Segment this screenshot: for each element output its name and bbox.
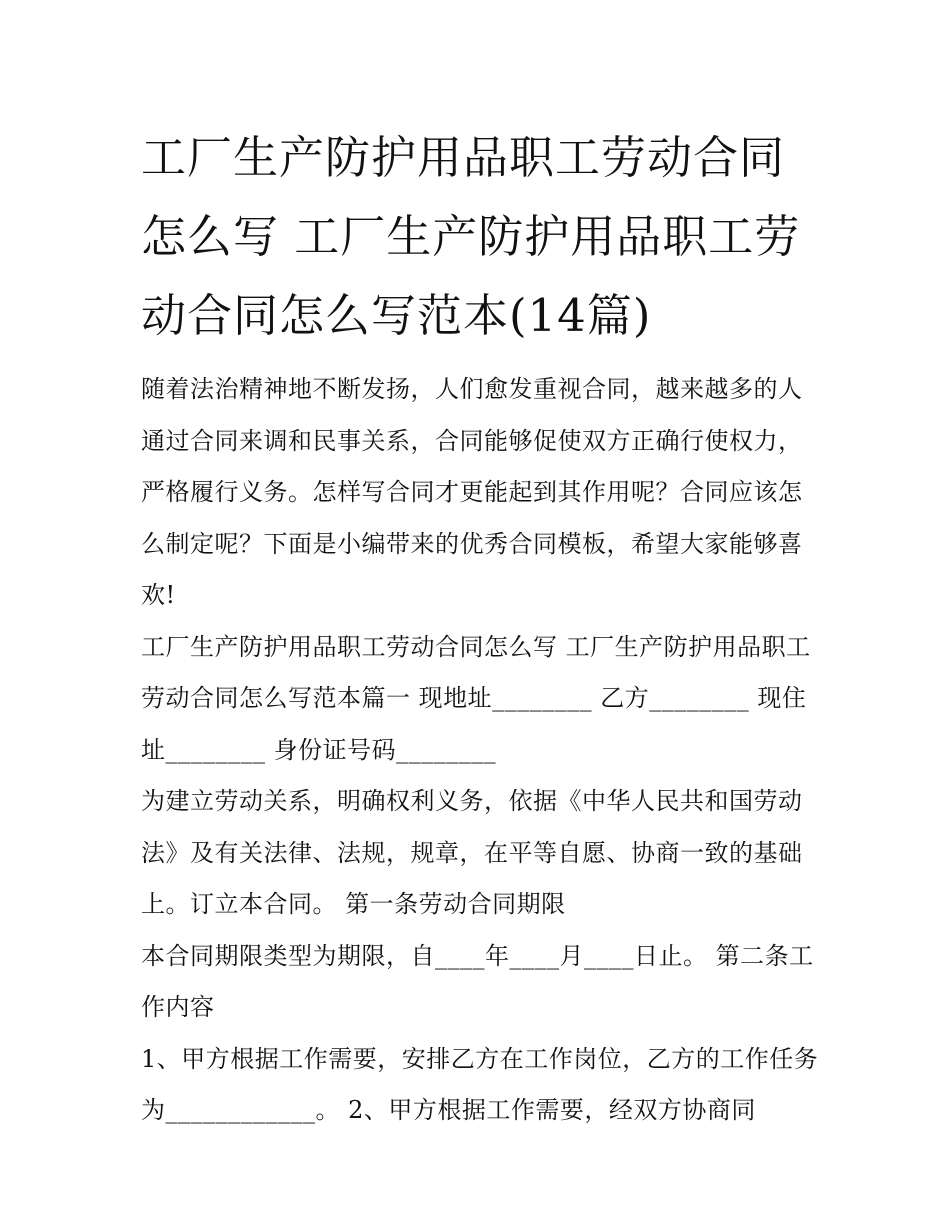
intro-paragraph: 随着法治精神地不断发扬，人们愈发重视合同，越来越多的人通过合同来调和民事关系，合同能够促使双方正确行使权力，严格履行义务。怎样写合同才更能起到其作用呢？合同应该怎么制定呢？下面是小编带来的优秀合同模板，希望大家能够喜欢! [141,375,803,609]
work-content-paragraph: 1、甲方根据工作需要，安排乙方在工作岗位，乙方的工作任务为____________。 2、甲方根据工作需要，经双方协商同 [141,1044,819,1124]
title-spacer [141,355,821,364]
document-title: 工厂生产防护用品职工劳动合同怎么写 工厂生产防护用品职工劳动合同怎么写范本(14篇) [141,131,801,342]
contract-heading-paragraph: 工厂生产防护用品职工劳动合同怎么写 工厂生产防护用品职工劳动合同怎么写范本篇一 现地址________ 乙方________ 现住址________ 身份证号码________ [141,632,811,764]
term-paragraph: 本合同期限类型为期限，自____年____月____日止。 第二条工作内容 [141,941,814,1021]
purpose-paragraph: 为建立劳动关系，明确权利义务，依据《中华人民共和国劳动法》及有关法律、法规，规章，在平等自愿、协商一致的基础上。订立本合同。 第一条劳动合同期限 [141,787,803,918]
document-page [141,118,821,1137]
